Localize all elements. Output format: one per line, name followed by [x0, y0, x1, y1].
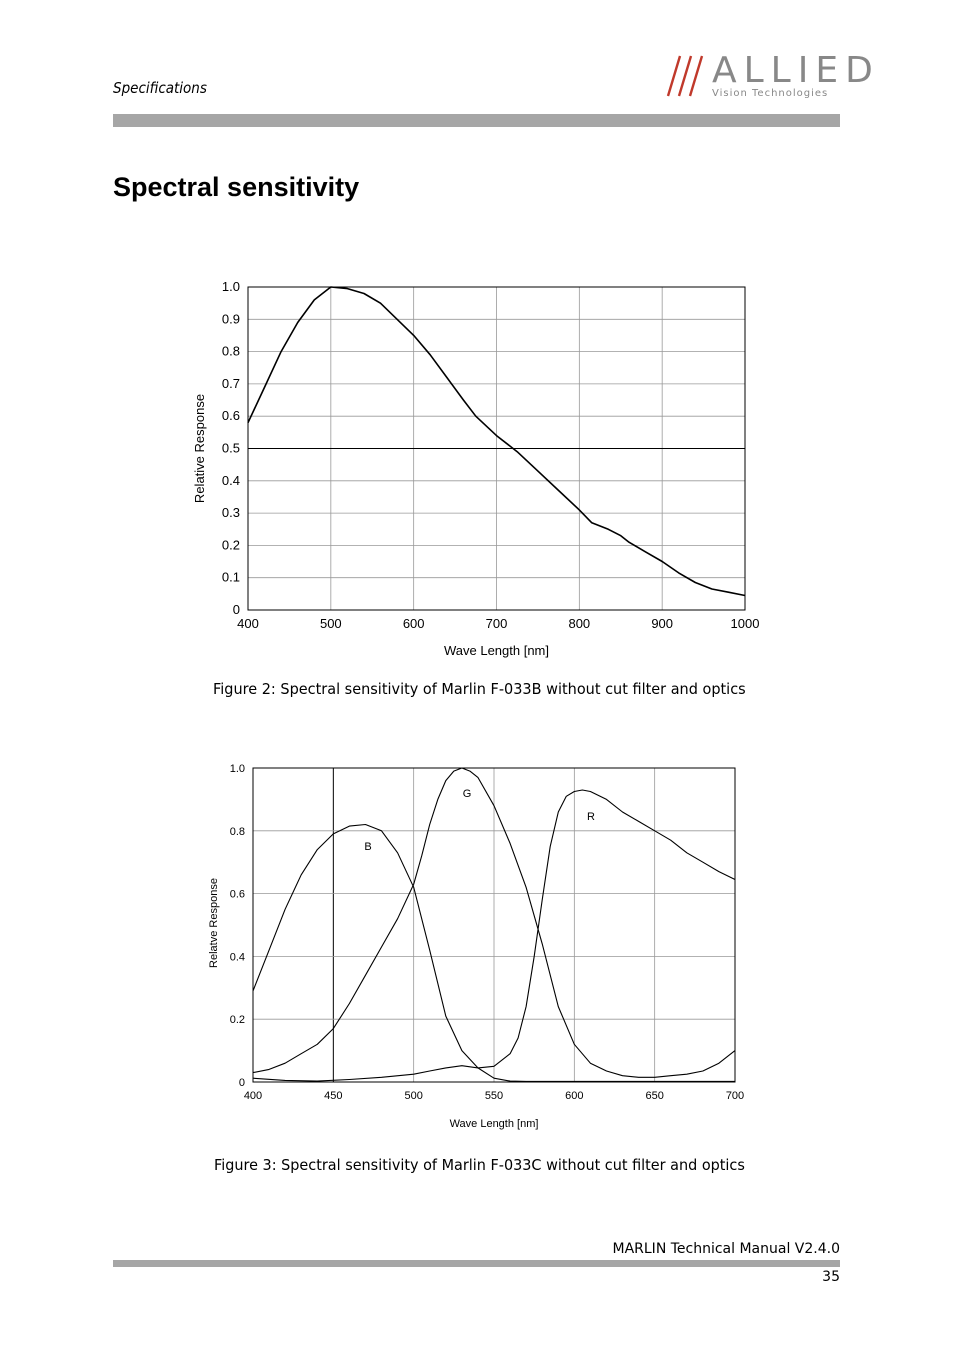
y-tick-label-1-5: 1.0 — [229, 763, 245, 775]
x-axis-label-1: Wave Length [nm] — [449, 1118, 539, 1130]
y-tick-label-0-1: 0.1 — [221, 569, 240, 585]
logo-subtitle: Vision Technologies — [712, 88, 829, 99]
figure-3-caption: Figure 3: Spectral sensitivity of Marlin F-033C without cut filter and optics — [214, 1156, 745, 1174]
y-tick-label-0-4: 0.4 — [221, 472, 240, 488]
x-tick-label-1-5: 650 — [645, 1090, 664, 1102]
y-tick-label-0-10: 1.0 — [221, 279, 240, 294]
y-tick-label-0-8: 0.8 — [221, 343, 240, 359]
series-label-R: R — [587, 811, 595, 823]
x-tick-label-0-3: 700 — [485, 616, 508, 631]
y-tick-label-0-6: 0.6 — [221, 408, 240, 424]
running-header-section: Specifications — [113, 79, 207, 97]
x-tick-label-1-4: 600 — [565, 1090, 584, 1102]
y-tick-label-0-7: 0.7 — [221, 375, 240, 391]
y-tick-label-0-0: 0 — [232, 602, 240, 617]
y-tick-label-1-0: 0 — [238, 1077, 245, 1089]
y-tick-label-1-4: 0.8 — [229, 825, 245, 838]
page-number: 35 — [822, 1269, 840, 1285]
logo-word: ALLIED — [712, 50, 880, 91]
footer-rule — [113, 1260, 840, 1267]
x-tick-label-1-1: 450 — [324, 1090, 343, 1102]
series-label-B: B — [364, 841, 372, 853]
x-tick-label-0-6: 1000 — [730, 616, 760, 631]
x-tick-label-1-6: 700 — [725, 1090, 745, 1102]
x-tick-label-0-0: 400 — [237, 616, 259, 631]
y-tick-label-1-1: 0.2 — [229, 1014, 245, 1027]
x-tick-label-1-2: 500 — [404, 1090, 423, 1102]
y-tick-label-0-2: 0.2 — [221, 537, 240, 553]
footer-manual-title: MARLIN Technical Manual V2.4.0 — [612, 1241, 840, 1257]
x-tick-label-0-4: 800 — [568, 616, 591, 631]
x-tick-label-1-3: 550 — [484, 1090, 504, 1102]
x-tick-label-1-0: 400 — [243, 1090, 263, 1102]
series-label-G: G — [462, 788, 472, 800]
x-tick-label-0-5: 900 — [651, 616, 674, 631]
y-tick-label-0-3: 0.3 — [221, 505, 240, 521]
y-axis-label-0: Relative Response — [192, 393, 207, 504]
x-tick-label-0-1: 500 — [319, 616, 342, 631]
y-tick-label-1-2: 0.4 — [229, 951, 245, 964]
y-tick-label-0-9: 0.9 — [221, 311, 240, 327]
x-tick-label-0-2: 600 — [402, 616, 425, 631]
figure-2-caption: Figure 2: Spectral sensitivity of Marlin F-033B without cut filter and optics — [213, 680, 746, 698]
y-tick-label-0-5: 0.5 — [221, 440, 240, 456]
y-tick-label-1-3: 0.6 — [229, 888, 245, 901]
y-axis-label-1: Relatve Response — [208, 878, 220, 968]
page-title: Spectral sensitivity — [113, 172, 360, 202]
x-axis-label-0: Wave Length [nm] — [443, 643, 550, 658]
